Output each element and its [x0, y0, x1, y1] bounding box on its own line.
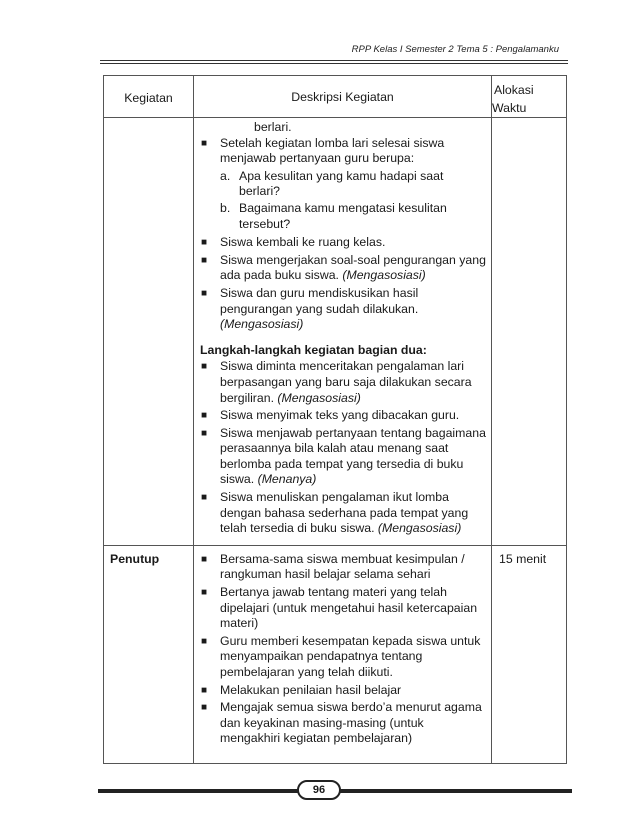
list-item	[200, 235, 487, 251]
list-item	[200, 136, 487, 234]
item-tag: (Mengasosiasi)	[220, 317, 304, 332]
list-item	[200, 408, 487, 424]
sub-text: Bagaimana kamu mengatasi kesulitan tersebut?	[239, 200, 447, 231]
bullet-square-icon: ■	[201, 492, 208, 504]
header-alokasi-line2: Waktu	[492, 101, 527, 115]
bullet-square-icon: ■	[201, 237, 208, 249]
list-item	[200, 552, 487, 583]
table-row	[104, 118, 567, 546]
list-item	[200, 490, 487, 537]
header-alokasi-line1: Alokasi	[494, 83, 534, 97]
item-text: Siswa diminta menceritakan pengalaman lari berpasangan yang baru saja dilakukan secara bergiliran.	[220, 359, 472, 405]
item-tag: (Mengasosiasi)	[377, 521, 462, 536]
sub-item	[220, 201, 487, 232]
page-number: 96	[297, 780, 341, 800]
list-item	[200, 700, 487, 747]
sub-letter: a.	[220, 168, 231, 183]
row2-label-cell: Penutup	[104, 545, 194, 763]
bullet-square-icon: ■	[201, 635, 208, 647]
header-alokasi	[492, 76, 567, 118]
item-text: Mengajak semua siswa berdo’a menurut agama dan keyakinan masing-masing (untuk mengakhiri kegiatan pembelajaran)	[220, 700, 482, 746]
bullet-square-icon: ■	[201, 137, 208, 149]
header-kegiatan: Kegiatan	[104, 76, 194, 118]
item-text: Siswa menuliskan pengalaman ikut lomba dengan bahasa sederhana pada tempat yang telah tersedia di buku siswa.	[220, 490, 469, 536]
list-item	[200, 253, 487, 284]
row1-time-cell	[492, 118, 567, 546]
bullet-square-icon: ■	[201, 684, 208, 696]
item-tag: (Menanya)	[257, 472, 317, 487]
bullet-square-icon: ■	[201, 410, 208, 422]
row2-time-cell: 15 menit	[492, 545, 567, 763]
bullet-square-icon: ■	[201, 553, 208, 565]
list-item	[200, 585, 487, 632]
sub-letter: b.	[220, 200, 231, 215]
list-item	[200, 634, 487, 681]
item-text: Siswa menyimak teks yang dibacakan guru.	[220, 408, 460, 423]
item-text: Siswa menjawab pertanyaan tentang bagaimana perasaannya bila kalah atau menang saat berlomba pada tempat yang tersedia di buku siswa.	[220, 425, 486, 487]
item-text: Siswa dan guru mendiskusikan hasil pengurangan yang sudah dilakukan.	[220, 285, 419, 316]
bullet-square-icon: ■	[201, 361, 208, 373]
row1-description-cell	[194, 118, 492, 546]
item-tag: (Mengasosiasi)	[342, 268, 426, 283]
item-text: Guru memberi kesempatan kepada siswa untuk menyampaikan pendapatnya tentang pembelajaran yang telah diikuti.	[220, 633, 481, 679]
table-header-row	[104, 76, 567, 118]
header-rule	[100, 60, 568, 61]
item-text: Siswa kembali ke ruang kelas.	[220, 235, 386, 250]
item-text: Setelah kegiatan lomba lari selesai siswa menjawab pertanyaan guru berupa:	[220, 135, 445, 166]
list-item	[200, 683, 487, 699]
bullet-square-icon: ■	[201, 702, 208, 714]
bullet-square-icon: ■	[201, 254, 208, 266]
sub-text: Apa kesulitan yang kamu hadapi saat berlari?	[239, 168, 444, 199]
header-deskripsi: Deskripsi Kegiatan	[194, 76, 492, 118]
activity-table	[103, 75, 567, 764]
list-item	[200, 359, 487, 406]
item-text: Melakukan penilaian hasil belajar	[220, 682, 402, 697]
section-heading: Langkah-langkah kegiatan bagian dua:	[200, 342, 427, 357]
list-item	[200, 286, 487, 333]
running-header: RPP Kelas I Semester 2 Tema 5 : Pengalamanku	[351, 44, 559, 55]
sub-item	[220, 169, 487, 200]
bullet-square-icon: ■	[201, 287, 208, 299]
table-row	[104, 545, 567, 763]
item-tag: (Mengasosiasi)	[277, 390, 361, 405]
bullet-square-icon: ■	[201, 427, 208, 439]
row2-description-cell	[194, 545, 492, 763]
item-text: Bersama-sama siswa membuat kesimpulan / rangkuman hasil belajar selama sehari	[220, 551, 465, 582]
header-rule-thick	[100, 63, 568, 64]
item-text: Siswa mengerjakan soal-soal pengurangan yang ada pada buku siswa.	[220, 252, 486, 283]
bullet-square-icon: ■	[201, 587, 208, 599]
item-text: Bertanya jawab tentang materi yang telah dipelajari (untuk mengetahui hasil ketercapaian materi)	[220, 585, 478, 631]
list-item	[200, 426, 487, 488]
continuation-text: berlari.	[254, 120, 292, 134]
row1-label-cell	[104, 118, 194, 546]
